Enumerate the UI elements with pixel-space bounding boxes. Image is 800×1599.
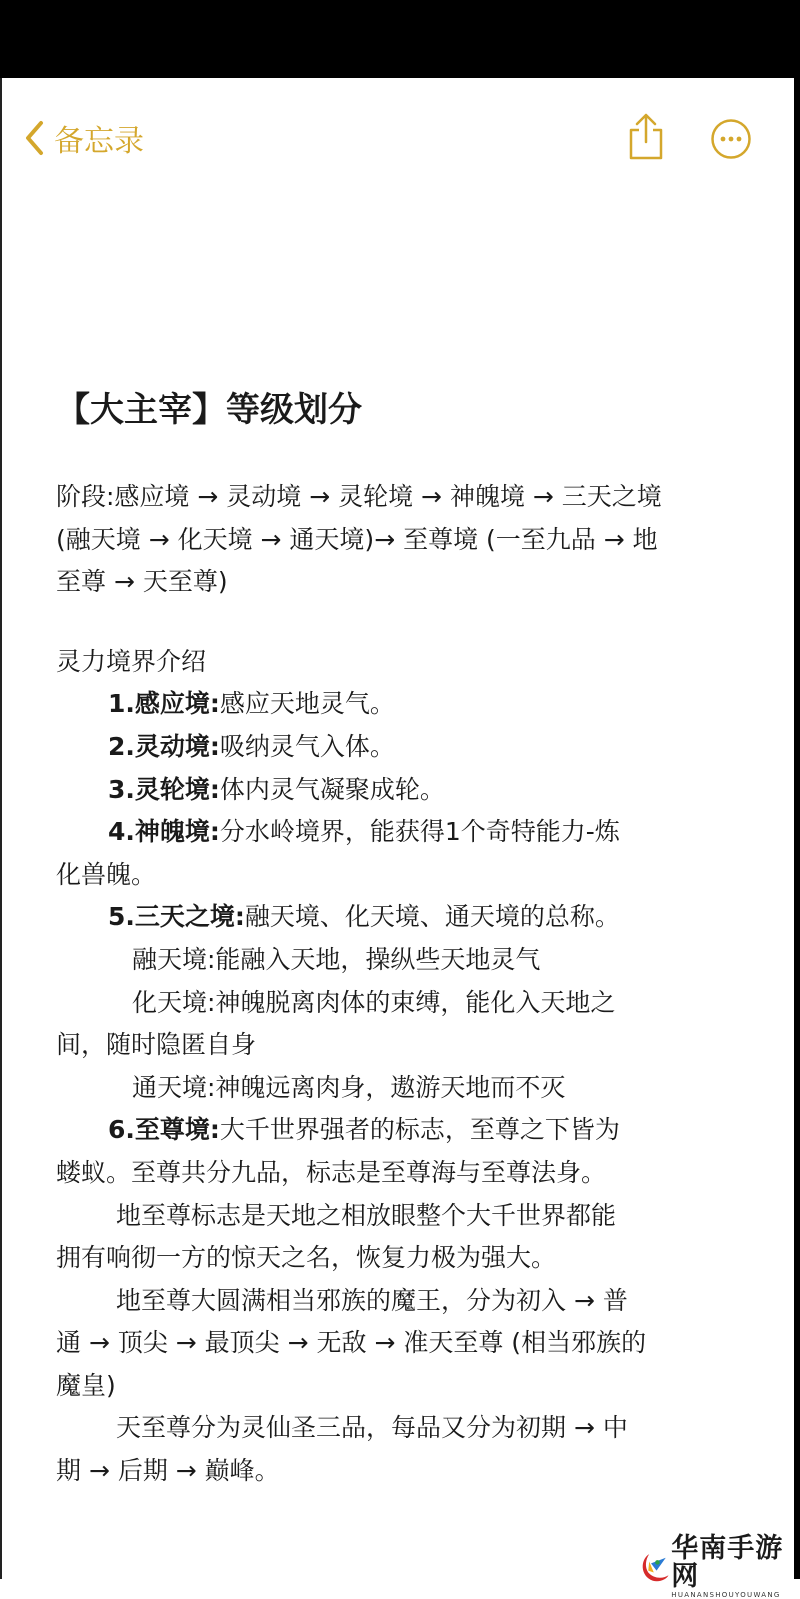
paragraph-line: 魔皇) xyxy=(56,1370,116,1400)
sub-item: 通天境:神魄远离肉身，遨游天地而不灭 xyxy=(132,1072,566,1102)
watermark-cn: 华南手游网 xyxy=(671,1533,784,1592)
list-item: 4.神魄境:分水岭境界，能获得1个奇特能力-炼 xyxy=(108,817,620,847)
frame-edge-right xyxy=(794,78,800,1579)
paragraph-line: 天至尊分为灵仙圣三品，每品又分为初期 → 中 xyxy=(116,1413,628,1443)
list-item: 5.三天之境:融天境、化天境、通天境的总称。 xyxy=(108,902,620,932)
navigation-bar xyxy=(0,110,800,170)
list-item: 1.感应境:感应天地灵气。 xyxy=(108,689,395,719)
paragraph-line: 期 → 后期 → 巅峰。 xyxy=(56,1456,280,1486)
more-icon[interactable] xyxy=(710,118,752,160)
watermark-logo xyxy=(640,1535,800,1599)
intro-heading: 灵力境界介绍 xyxy=(56,646,207,676)
paragraph-line: 通 → 顶尖 → 最顶尖 → 无敌 → 准天至尊 (相当邪族的 xyxy=(56,1328,647,1358)
back-label: 备忘录 xyxy=(54,124,144,159)
paragraph-line: 地至尊标志是天地之相放眼整个大千世界都能 xyxy=(116,1200,617,1230)
frame-edge-left xyxy=(0,78,2,1579)
sub-item: 融天境:能融入天地，操纵些天地灵气 xyxy=(132,944,541,974)
watermark-en: HUANANSHOUYOUWANG xyxy=(671,1591,781,1599)
paragraph-line: 拥有响彻一方的惊天之名，恢复力极为强大。 xyxy=(56,1243,557,1273)
list-item-cont: 蝼蚁。至尊共分九品，标志是至尊海与至尊法身。 xyxy=(56,1157,607,1187)
list-item: 6.至尊境:大千世界强者的标志，至尊之下皆为 xyxy=(108,1115,620,1145)
sub-item-cont: 间，随时隐匿自身 xyxy=(56,1030,257,1060)
note-body[interactable] xyxy=(56,476,746,1493)
status-bar xyxy=(0,0,800,78)
list-item-cont: 化兽魄。 xyxy=(56,859,157,889)
stage-line: (融天境 → 化天境 → 通天境)→ 至尊境 (一至九品 → 地 xyxy=(56,524,658,554)
paragraph-line: 地至尊大圆满相当邪族的魔王，分为初入 → 普 xyxy=(116,1285,628,1315)
list-item: 3.灵轮境:体内灵气凝聚成轮。 xyxy=(108,774,445,804)
logo-mark-icon xyxy=(640,1549,671,1585)
stage-line: 至尊 → 天至尊) xyxy=(56,567,228,597)
list-item: 2.灵动境:吸纳灵气入体。 xyxy=(108,731,395,761)
chevron-left-icon xyxy=(24,120,44,156)
note-title: 【大主宰】等级划分 xyxy=(56,390,362,430)
stage-line: 阶段:感应境 → 灵动境 → 灵轮境 → 神魄境 → 三天之境 xyxy=(56,482,662,511)
sub-item: 化天境:神魄脱离肉体的束缚，能化入天地之 xyxy=(132,987,616,1017)
back-button[interactable] xyxy=(24,116,144,160)
share-icon[interactable] xyxy=(626,112,666,162)
